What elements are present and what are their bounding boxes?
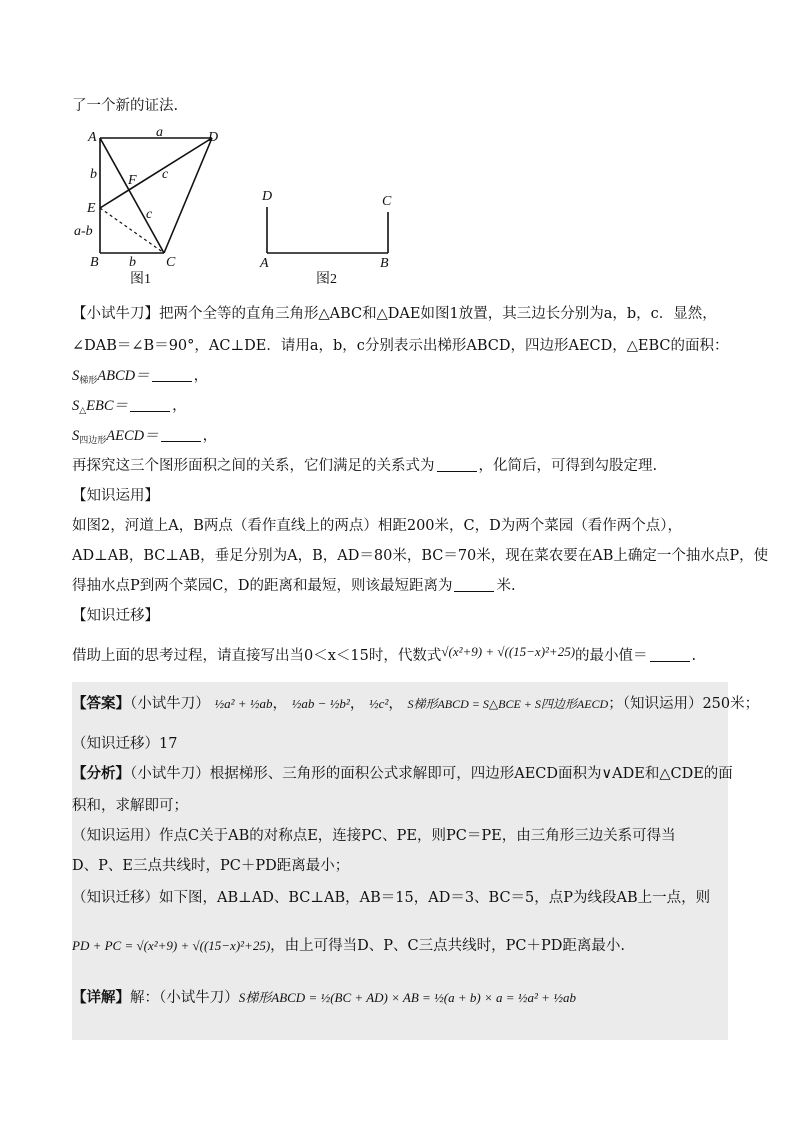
fig1-caption: 图1 <box>130 272 151 287</box>
analysis-line-5: （知识迁移）如下图，AB⊥AD、BC⊥AB，AB＝15，AD＝3、BC＝5，点P为线段AB上一点，则 <box>72 890 711 906</box>
s2-comma: ， <box>172 398 187 414</box>
transfer-heading: 【知识迁移】 <box>72 608 159 624</box>
s3-name: AECD＝ <box>106 428 159 444</box>
transfer-text-b: 的最小值＝ <box>575 648 648 664</box>
use-line-1: 如图2，河道上A，B两点（看作直线上的两点）相距200米，C，D为两个菜园（看作两个点）， <box>72 518 682 534</box>
fig1-label-D: D <box>208 130 219 145</box>
figure-2 <box>250 180 410 292</box>
answer-expr-1: ½a² + ½ab <box>214 696 273 711</box>
trial-text-3b: ，化简后，可得到勾股定理. <box>478 458 658 474</box>
trial-text-3a: 再探究这三个图形面积之间的关系，它们满足的关系式为 <box>72 458 435 474</box>
distance-blank[interactable] <box>454 577 494 592</box>
answer-expr-2: ½ab − ½b² <box>291 696 350 711</box>
analysis-line-1 <box>72 764 733 784</box>
analysis-line-6 <box>72 936 625 956</box>
use-heading: 【知识运用】 <box>72 488 159 504</box>
trial-text-1: 把两个全等的直角三角形△ABC和△DAE如图1放置，其三边长分别为a，b，c．显然， <box>159 306 717 322</box>
fig1-label-B: B <box>90 255 99 270</box>
answer-unit: 米； <box>730 696 760 712</box>
fig1-label-C: C <box>166 255 176 270</box>
detail-line-1 <box>72 988 576 1008</box>
fig1-label-amb: a-b <box>74 224 93 239</box>
s1-symbol: S <box>72 368 80 384</box>
fig1-label-F: F <box>128 173 137 188</box>
analysis-line-4: D、P、E三点共线时，PC＋PD距离最小； <box>72 858 350 874</box>
analysis-expression: PD + PC = √(x²+9) + √((15−x)²+25) <box>72 938 271 953</box>
figure-1 <box>72 122 252 292</box>
s3-blank[interactable] <box>161 427 201 442</box>
answer-heading: 【答案】 <box>72 695 130 712</box>
fig1-label-a: a <box>156 125 163 140</box>
s2-symbol: S <box>72 398 80 414</box>
answer-expr-3: ½c² <box>368 696 389 711</box>
relation-blank[interactable] <box>437 457 477 472</box>
min-value-blank[interactable] <box>650 647 690 662</box>
trial-line-1 <box>72 304 717 324</box>
answer-part2: ；（知识运用） <box>608 696 703 712</box>
fig1-label-c-top: c <box>162 167 169 182</box>
trial-s1 <box>72 366 208 391</box>
detail-text-1: 解：（小试牛刀） <box>130 990 239 1006</box>
fig1-label-c-mid: c <box>146 207 153 222</box>
trial-heading: 【小试牛刀】 <box>72 306 159 322</box>
analysis-line-2: 积和，求解即可； <box>72 798 188 814</box>
use-line-2: AD⊥AB，BC⊥AB，垂足分别为A，B，AD＝80米，BC＝70米，现在菜农要在AB上确定一个抽水点P，使 <box>72 548 769 564</box>
s3-sub: 四边形 <box>79 436 107 446</box>
fig1-label-b-bottom: b <box>129 255 136 270</box>
intro-line: 了一个新的证法. <box>72 98 179 114</box>
answer-line-2: （知识迁移）17 <box>72 736 178 752</box>
answer-value-2: 250 <box>702 696 731 712</box>
answer-relation: S梯形ABCD = S△BCE + S四边形AECD <box>407 697 609 711</box>
s2-blank[interactable] <box>130 397 170 412</box>
trial-line-2: ∠DAB＝∠B＝90°，AC⊥DE．请用a，b，c分别表示出梯形ABCD，四边形AECD，△EBC的面积： <box>72 338 729 354</box>
detail-heading: 【详解】 <box>72 989 130 1006</box>
transfer-text-a: 借助上面的思考过程，请直接写出当0＜x＜15时，代数式 <box>72 648 442 664</box>
s1-sub: 梯形 <box>79 376 98 386</box>
analysis-heading: 【分析】 <box>72 765 130 782</box>
s3-comma: ， <box>202 428 218 444</box>
fig1-label-b-left: b <box>90 167 97 182</box>
fig2-label-A: A <box>260 256 269 271</box>
trial-line-3 <box>72 456 657 476</box>
transfer-line-1 <box>72 642 696 666</box>
fig1-label-E: E <box>87 201 96 216</box>
trial-s3 <box>72 426 217 451</box>
analysis-text-1: （小试牛刀）根据梯形、三角形的面积公式求解即可，四边形AECD面积为∨ADE和△CDE的面 <box>130 766 733 782</box>
trial-s2 <box>72 396 187 421</box>
s1-comma: ， <box>193 368 209 384</box>
fig2-label-B: B <box>380 256 389 271</box>
transfer-expression: √(x²+9) + √((15−x)²+25) <box>441 644 576 659</box>
use-text-3a: 得抽水点P到两个菜园C，D的距离和最短，则该最短距离为 <box>72 578 453 594</box>
fig2-label-D: D <box>262 189 273 204</box>
transfer-text-c: . <box>691 648 697 664</box>
fig2-label-C: C <box>382 194 392 209</box>
detail-expression: S梯形ABCD = ½(BC + AD) × AB = ½(a + b) × a = ½a² + ½ab <box>238 990 576 1005</box>
s2-name: EBC＝ <box>86 398 129 414</box>
use-text-3b: 米. <box>496 578 516 594</box>
s3-symbol: S <box>72 428 80 444</box>
fig2-caption: 图2 <box>316 272 337 287</box>
answer-part1: （小试牛刀） <box>130 696 210 712</box>
answer-line-1: 【答案】（小试牛刀） ½a² + ½ab， ½ab − ½b²， ½c²， S梯形ABCD = S△BCE + S四边形AECD；（知识运用）250米； <box>72 695 760 712</box>
s1-blank[interactable] <box>152 367 192 382</box>
analysis-text-6: ，由上可得当D、P、C三点共线时，PC＋PD距离最小. <box>270 938 625 954</box>
fig1-label-A: A <box>88 130 97 145</box>
s2-sub: △ <box>79 406 87 416</box>
use-line-3 <box>72 576 516 596</box>
analysis-line-3: （知识运用）作点C关于AB的对称点E，连接PC、PE，则PC＝PE，由三角形三边关系可得当 <box>72 828 676 844</box>
s1-name: ABCD＝ <box>97 368 150 384</box>
